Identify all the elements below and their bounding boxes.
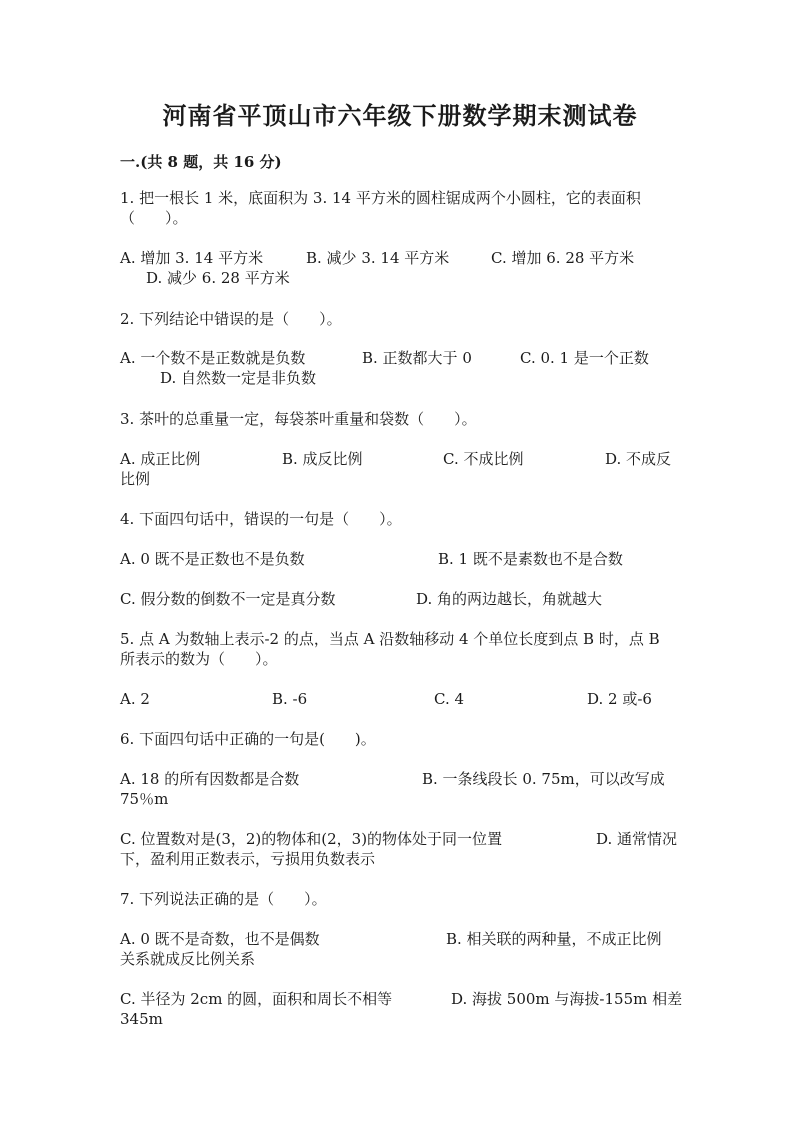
q1-stem-line2: （ ）。 [120, 209, 188, 227]
q1-option-b: B. 减少 3. 14 平方米 [306, 249, 450, 267]
q7-option-b-line1: B. 相关联的两种量，不成正比例 [446, 930, 662, 948]
section-heading: 一.(共 8 题，共 16 分) [120, 153, 282, 171]
q6-option-b-line2: 75％m [120, 790, 169, 808]
q7-option-b-line2: 关系就成反比例关系 [120, 950, 256, 968]
q2-option-d: D. 自然数一定是非负数 [160, 369, 317, 387]
q5-option-a: A. 2 [120, 690, 150, 708]
q4-option-d: D. 角的两边越长，角就越大 [416, 590, 603, 608]
q6-option-d-line1: D. 通常情况 [596, 830, 678, 848]
q4-option-b: B. 1 既不是素数也不是合数 [438, 550, 623, 568]
q4-option-c: C. 假分数的倒数不一定是真分数 [120, 590, 336, 608]
q6-option-a: A. 18 的所有因数都是合数 [120, 770, 300, 788]
q3-stem: 3. 茶叶的总重量一定，每袋茶叶重量和袋数（ ）。 [120, 410, 477, 428]
q3-option-a: A. 成正比例 [120, 450, 201, 468]
q2-stem: 2. 下列结论中错误的是（ ）。 [120, 310, 342, 328]
q1-option-a: A. 增加 3. 14 平方米 [120, 249, 264, 267]
q7-stem: 7. 下列说法正确的是（ ）。 [120, 890, 327, 908]
q6-option-b-line1: B. 一条线段长 0. 75m，可以改写成 [422, 770, 665, 788]
q7-option-d-line2: 345m [120, 1010, 163, 1028]
q3-option-c: C. 不成比例 [443, 450, 524, 468]
q6-stem: 6. 下面四句话中正确的一句是( )。 [120, 730, 376, 748]
q1-option-d: D. 减少 6. 28 平方米 [146, 269, 290, 287]
q3-option-d-line2: 比例 [120, 470, 151, 488]
q5-option-c: C. 4 [434, 690, 465, 708]
q1-option-c: C. 增加 6. 28 平方米 [491, 249, 635, 267]
q6-option-d-line2: 下，盈利用正数表示，亏损用负数表示 [120, 850, 376, 868]
q4-option-a: A. 0 既不是正数也不是负数 [120, 550, 305, 568]
q4-stem: 4. 下面四句话中，错误的一句是（ ）。 [120, 510, 402, 528]
q2-option-b: B. 正数都大于 0 [362, 349, 472, 367]
q2-option-c: C. 0. 1 是一个正数 [520, 349, 649, 367]
page-title: 河南省平顶山市六年级下册数学期末测试卷 [162, 101, 638, 130]
q6-option-c: C. 位置数对是(3，2)的物体和(2，3)的物体处于同一位置 [120, 830, 503, 848]
q7-option-c: C. 半径为 2cm 的圆，面积和周长不相等 [120, 990, 393, 1008]
q7-option-a: A. 0 既不是奇数，也不是偶数 [120, 930, 320, 948]
q5-stem-line2: 所表示的数为（ ）。 [120, 650, 278, 668]
q3-option-d-line1: D. 不成反 [605, 450, 672, 468]
q5-option-d: D. 2 或-6 [587, 690, 652, 708]
q2-option-a: A. 一个数不是正数就是负数 [120, 349, 306, 367]
q1-stem-line1: 1. 把一根长 1 米，底面积为 3. 14 平方米的圆柱锯成两个小圆柱，它的表面积 [120, 189, 641, 207]
q5-stem-line1: 5. 点 A 为数轴上表示-2 的点，当点 A 沿数轴移动 4 个单位长度到点 B 时，点 B [120, 630, 660, 648]
q7-option-d-line1: D. 海拔 500m 与海拔-155m 相差 [451, 990, 683, 1008]
q3-option-b: B. 成反比例 [282, 450, 363, 468]
q5-option-b: B. -6 [272, 690, 308, 708]
